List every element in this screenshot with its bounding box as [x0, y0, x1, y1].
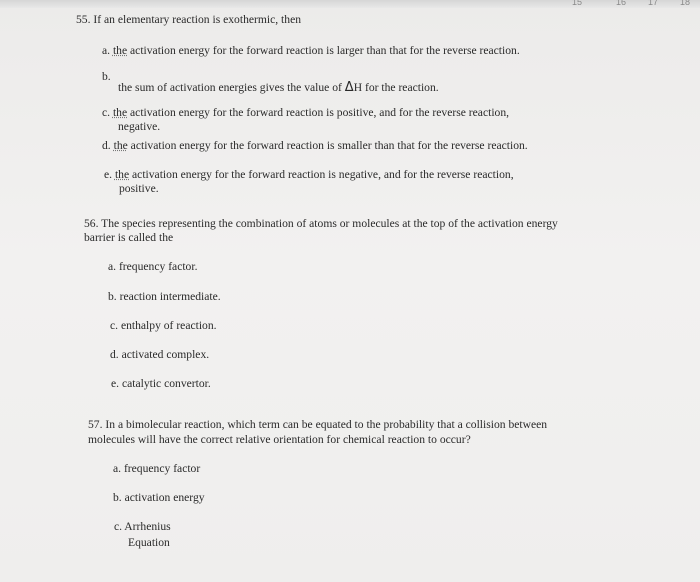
q56-option-a: a. frequency factor.	[108, 260, 198, 273]
q55-option-b-label: b.	[102, 70, 111, 83]
option-text-after: H for the reaction.	[353, 81, 439, 94]
page-number: 17	[648, 0, 659, 7]
page-number: 18	[680, 0, 691, 7]
delta-symbol: Δ	[344, 80, 354, 95]
q57-option-a: a. frequency factor	[113, 462, 201, 475]
question-56-stem-line2: barrier is called the	[84, 231, 174, 244]
page-number: 15	[572, 0, 583, 7]
q55-option-c-line2: negative.	[118, 120, 161, 133]
question-56-stem: 56. The species representing the combination of atoms or molecules at the top of the activation energy	[84, 217, 558, 230]
option-label: d.	[102, 139, 111, 152]
q55-option-e	[104, 168, 514, 182]
q56-option-b: b. reaction intermediate.	[108, 290, 221, 303]
option-word: the	[114, 168, 130, 181]
option-word: the	[112, 44, 128, 57]
page-number: 16	[616, 0, 627, 7]
option-text: activation energy for the forward reaction is negative, and for the reverse reaction,	[129, 168, 514, 181]
q55-option-d	[102, 139, 528, 153]
option-text: activation energy for the forward reaction is positive, and for the reverse reaction,	[127, 106, 510, 119]
q56-option-c: c. enthalpy of reaction.	[110, 319, 217, 332]
option-text: the sum of activation energies gives the value of	[118, 81, 342, 94]
question-57-stem-line2: molecules will have the correct relative orientation for chemical reaction to occur?	[88, 433, 471, 446]
q57-option-c-line2: Equation	[128, 536, 170, 549]
q55-option-a	[102, 44, 520, 58]
q56-option-e: e. catalytic convertor.	[111, 377, 211, 390]
q56-option-d: d. activated complex.	[110, 348, 210, 361]
option-text: activation energy for the forward reaction is smaller than that for the reverse reaction.	[127, 139, 528, 152]
q57-option-b: b. activation energy	[113, 491, 205, 504]
question-57-stem: 57. In a bimolecular reaction, which term can be equated to the probability that a collision between	[88, 418, 548, 431]
q55-option-e-line2: positive.	[119, 182, 159, 195]
option-label: e.	[104, 168, 113, 181]
option-word: the	[112, 106, 128, 119]
q55-option-c	[102, 106, 509, 120]
page-number-strip	[0, 0, 700, 8]
option-text: activation energy for the forward reaction is larger than that for the reverse reaction.	[127, 44, 520, 57]
option-label: a.	[102, 44, 111, 57]
q55-option-b	[118, 81, 439, 95]
option-word: the	[113, 139, 128, 152]
option-label: c.	[102, 106, 111, 119]
question-55-stem: 55. If an elementary reaction is exothermic, then	[76, 13, 302, 26]
q57-option-c: c. Arrhenius	[114, 520, 171, 533]
